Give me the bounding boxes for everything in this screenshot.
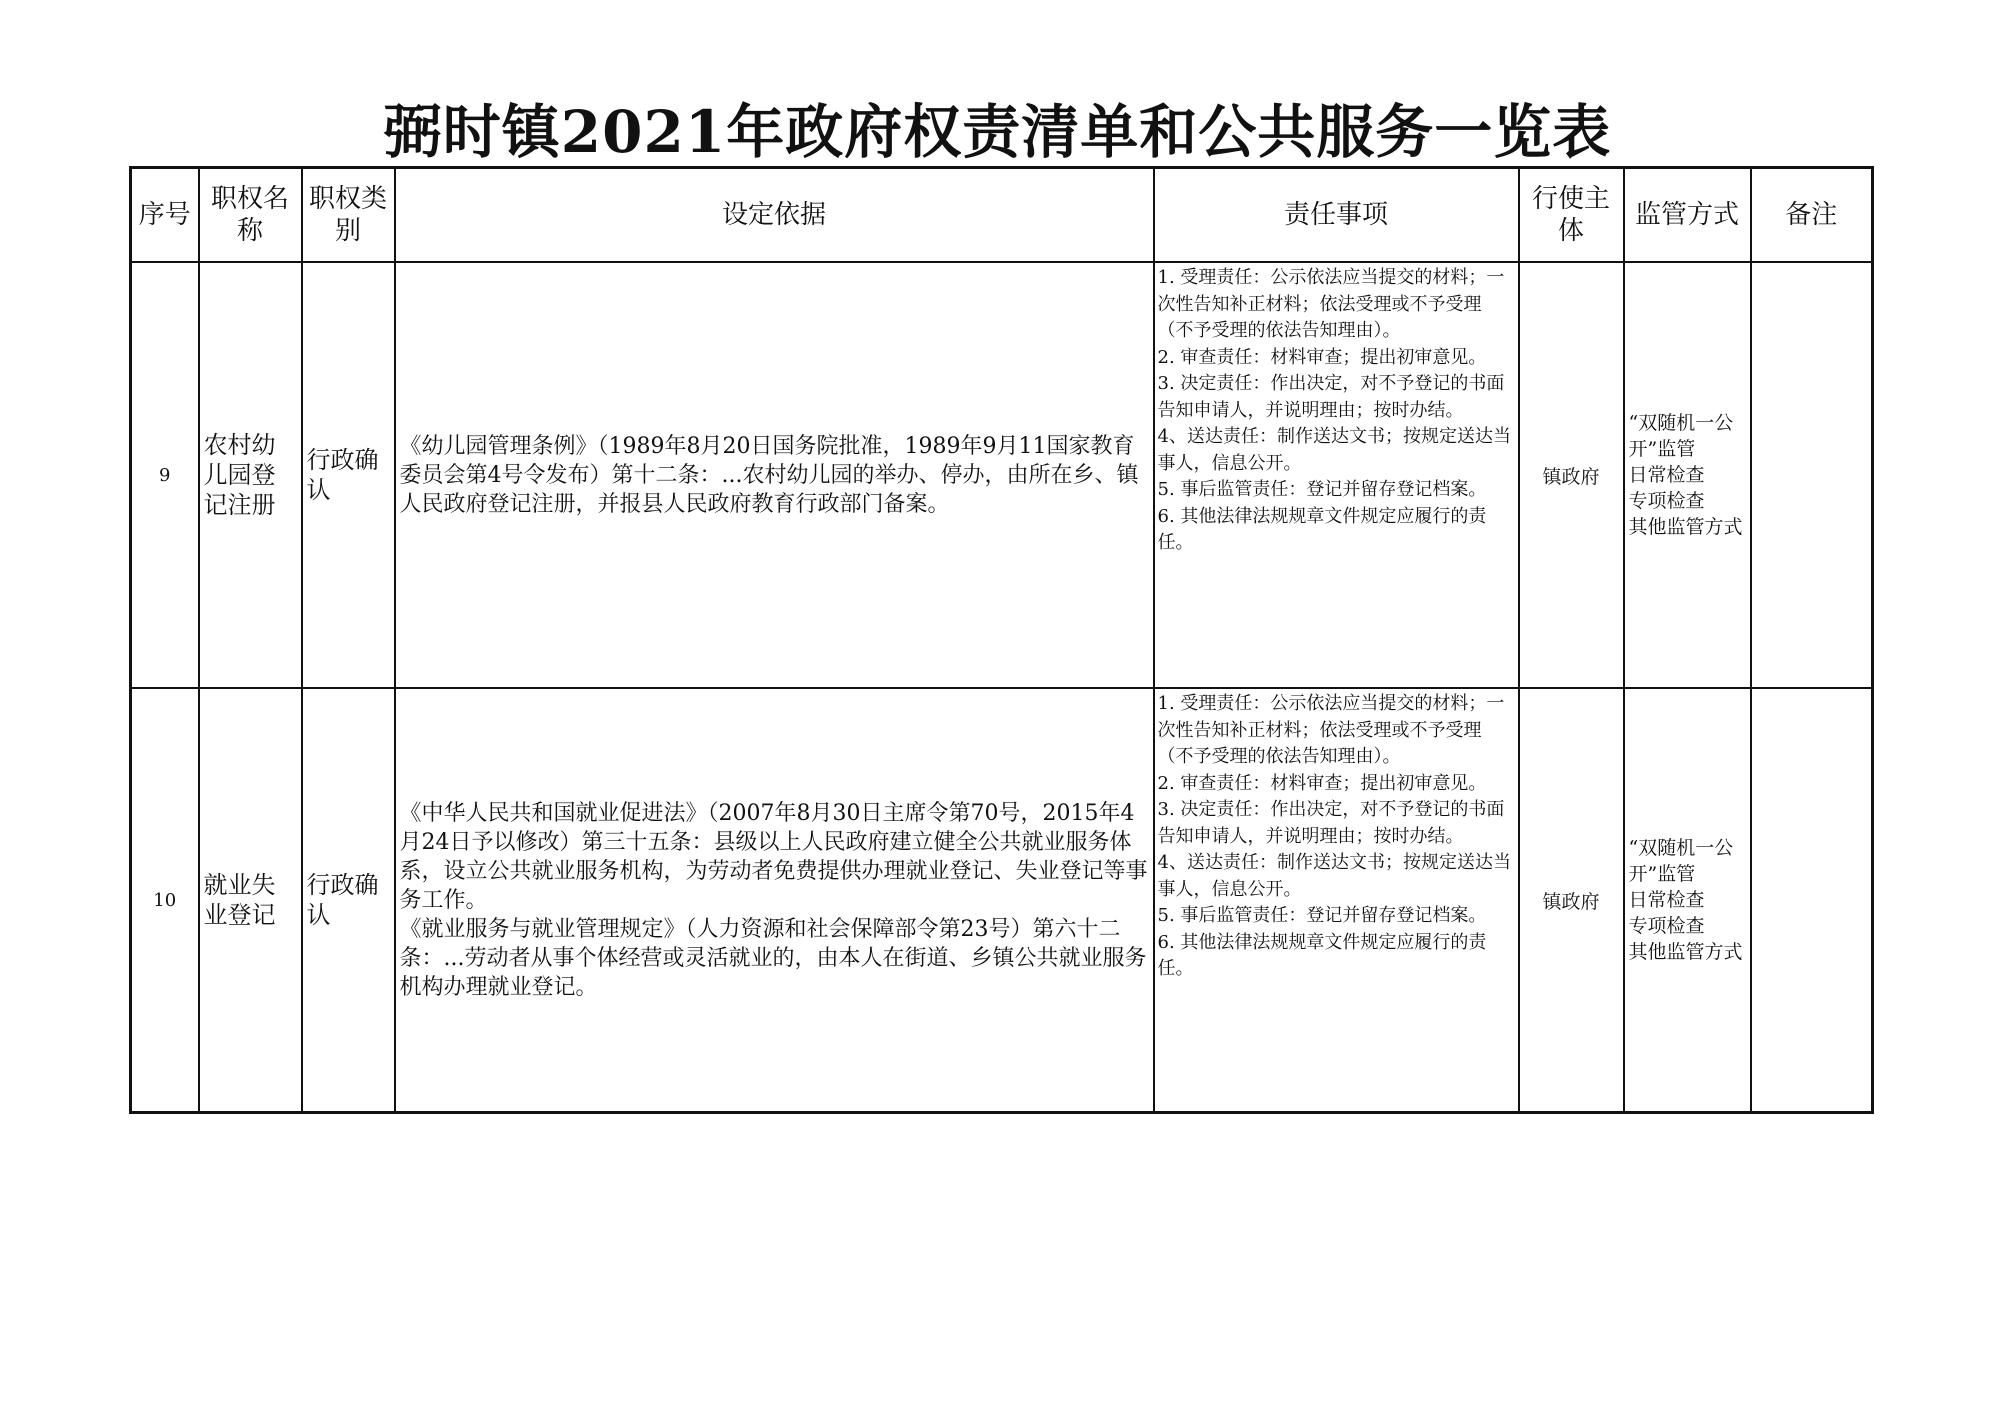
duty-item: 5. 事后监管责任：登记并留存登记档案。 [1157,479,1487,500]
method-item: 专项检查 [1628,490,1705,512]
table-row [131,262,1873,688]
method-item: 日常检查 [1628,464,1705,486]
header-subject: 行使主体 [1519,168,1624,263]
method-item: “双随机一公开”监管 [1628,412,1734,460]
cell-subject: 镇政府 [1519,688,1624,1113]
duty-item: 6. 其他法律法规规章文件规定应履行的责任。 [1157,931,1487,979]
cell-duty [1154,688,1519,1113]
method-item: 其他监管方式 [1628,516,1743,538]
cell-method [1624,262,1751,688]
duty-item: 3. 决定责任：作出决定，对不予登记的书面告知申请人，并说明理由；按时办结。 [1157,373,1505,421]
page-title: 弼时镇2021年政府权责清单和公共服务一览表 [383,98,1612,166]
cell-name: 农村幼儿园登记注册 [199,262,302,688]
header-seq: 序号 [131,168,199,263]
duty-item: 4、送达责任：制作送达文书；按规定送达当事人，信息公开。 [1157,426,1511,474]
cell-basis [395,688,1154,1113]
cell-type: 行政确认 [302,688,395,1113]
cell-name: 就业失业登记 [199,688,302,1113]
cell-method [1624,688,1751,1113]
duty-item: 3. 决定责任：作出决定，对不予登记的书面告知申请人，并说明理由；按时办结。 [1157,799,1505,847]
method-item: 专项检查 [1628,915,1705,937]
basis-paragraph: 《就业服务与就业管理规定》（人力资源和社会保障部令第23号）第六十二条：...劳动者从事个体经营或灵活就业的，由本人在街道、乡镇公共就业服务机构办理就业登记。 [399,916,1147,1000]
responsibility-table [129,166,1874,1114]
duty-item: 1. 受理责任：公示依法应当提交的材料；一次性告知补正材料；依法受理或不予受理（不予受理的依法告知理由）。 [1157,693,1505,767]
cell-type: 行政确认 [302,262,395,688]
method-item: 其他监管方式 [1628,941,1743,963]
header-remark: 备注 [1751,168,1873,263]
cell-duty [1154,262,1519,688]
duty-item: 5. 事后监管责任：登记并留存登记档案。 [1157,905,1487,926]
method-item: “双随机一公开”监管 [1628,837,1734,885]
header-name: 职权名称 [199,168,302,263]
header-method: 监管方式 [1624,168,1751,263]
basis-paragraph: 《幼儿园管理条例》（1989年8月20日国务院批准，1989年9月11国家教育委员会第4号令发布）第十二条：...农村幼儿园的举办、停办，由所在乡、镇人民政府登记注册，并报县人民政府教育行政部门备案。 [399,433,1139,517]
duty-item: 6. 其他法律法规规章文件规定应履行的责任。 [1157,505,1487,553]
basis-paragraph: 《中华人民共和国就业促进法》（2007年8月30日主席令第70号，2015年4月24日予以修改）第三十五条：县级以上人民政府建立健全公共就业服务体系，设立公共就业服务机构，为劳动者免费提供办理就业登记、失业登记等事务工作。 [399,800,1148,913]
duty-item: 1. 受理责任：公示依法应当提交的材料；一次性告知补正材料；依法受理或不予受理（不予受理的依法告知理由）。 [1157,267,1505,341]
header-basis: 设定依据 [395,168,1154,263]
duty-item: 2. 审查责任：材料审查；提出初审意见。 [1157,772,1487,794]
header-row [131,168,1873,263]
cell-remark [1751,262,1873,688]
table-row [131,688,1873,1113]
cell-subject: 镇政府 [1519,262,1624,688]
cell-seq: 10 [131,688,199,1113]
header-type: 职权类别 [302,168,395,263]
method-item: 日常检查 [1628,889,1705,911]
cell-remark [1751,688,1873,1113]
duty-item: 2. 审查责任：材料审查；提出初审意见。 [1157,346,1487,368]
cell-seq: 9 [131,262,199,688]
cell-basis [395,262,1154,688]
duty-item: 4、送达责任：制作送达文书；按规定送达当事人，信息公开。 [1157,852,1511,900]
header-duty: 责任事项 [1154,168,1519,263]
